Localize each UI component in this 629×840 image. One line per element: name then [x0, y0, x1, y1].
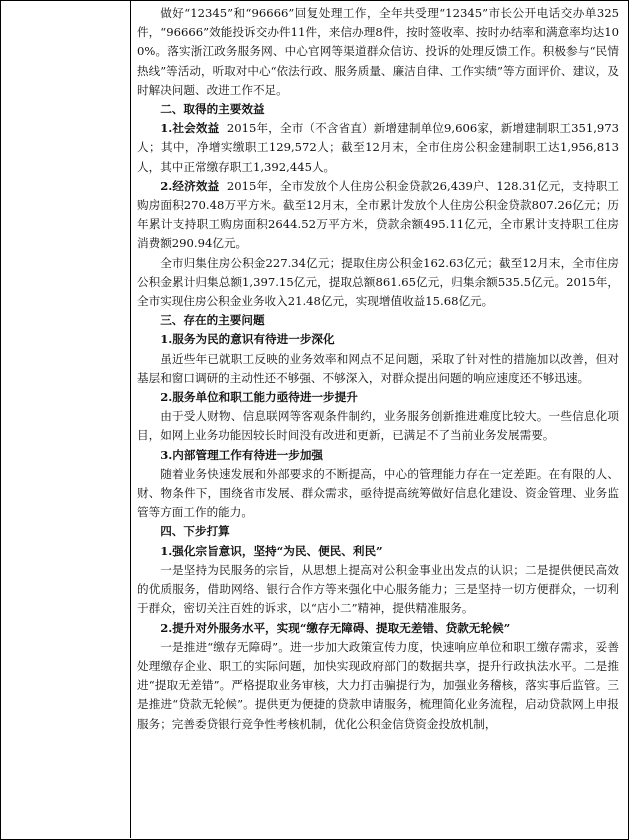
heading-problem-3: 3.内部管理工作有待进一步加强	[160, 447, 324, 462]
report-body	[137, 4, 619, 734]
heading-main-problems: 三、存在的主要问题	[160, 313, 265, 328]
heading-plan-1: 1.强化宗旨意识，坚持“为民、便民、利民”	[160, 543, 383, 558]
paragraph-social-benefit	[137, 119, 619, 177]
paragraph-problem-3: 随着业务快速发展和外部要求的不断提高，中心的管理能力存在一定差距。在有限的人、财、物条件下，围绕省市发展、群众需求，亟待提高统筹做好信息化建设、资金管理、业务监管等方面工作的能力。	[137, 466, 619, 520]
text-economic-benefit: 2015年，全市发放个人住房公积金贷款26,439户、128.31亿元，支持职工购房面积270.48万平方米。截至12月末，全市累计发放个人住房公积金贷款807.26亿元；历年累计支持职工购房面积2644.52万平方米，贷款余额495.11亿元，全市累计支持职工住房消费额290.94亿元。	[137, 178, 620, 251]
label-economic-benefit: 2.经济效益	[160, 178, 220, 193]
paragraph-plan-1: 一是坚持为民服务的宗旨，从思想上提高对公积金事业出发点的认识；二是提供便民高效的优质服务，借助网络、银行合作方等来强化中心服务能力；三是坚持一切方便群众，一切利于群众，密切关注百姓的诉求，以“店小二”精神，提供精准服务。	[137, 562, 619, 616]
paragraph-problem-2: 由于受人财物、信息联网等客观条件制约，业务服务创新推进难度比较大。一些信息化项目，如网上业务功能因较长时间没有改进和更新，已满足不了当前业务发展需要。	[137, 409, 619, 443]
label-social-benefit: 1.社会效益	[160, 121, 220, 136]
heading-main-benefits: 二、取得的主要效益	[160, 102, 265, 117]
heading-next-steps: 四、下步打算	[160, 524, 230, 539]
paragraph-problem-1: 虽近些年已就职工反映的业务效率和网点不足问题，采取了针对性的措施加以改善，但对基层和窗口调研的主动性还不够强、不够深入，对群众提出问题的响应速度还不够迅速。	[137, 351, 619, 385]
heading-plan-2: 2.提升对外服务水平，实现“缴存无障碍、提取无差错、贷款无轮候”	[160, 620, 511, 635]
paragraph-plan-2: 一是推进“缴存无障碍”。进一步加大政策宣传力度，快速响应单位和职工缴存需求，妥善处理缴存企业、职工的实际问题，加快实现政府部门的数据共享，提升行政执法水平。二是推进“提取无差错”。严格提取业务审核，大力打击骗提行为，加强业务稽核，落实事后监管。三是推进“贷款无轮候”。提供更为便捷的贷款申请服务，梳理简化业务流程，启动贷款网上申报服务；完善委贷银行竞争性考核机制，优化公积金信贷资金投放机制，	[137, 639, 619, 731]
heading-problem-2: 2.服务单位和职工能力亟待进一步提升	[160, 390, 358, 405]
table-column-divider	[130, 0, 131, 838]
paragraph-complaint-handling: 做好“12345”和“96666”回复处理工作，全年共受理“12345”市长公开电话交办单325件，“96666”效能投诉交办件11件，来信办理8件，按时签收率、按时办结率和满意率均达100%。落实浙江政务服务网、中心官网等渠道群众信访、投诉的处理反馈工作。积极参与“民情热线”等活动，听取对中心“依法行政、服务质量、廉洁自律、工作实绩”等方面评价、建议，及时解决问题、改进工作不足。	[137, 6, 619, 97]
heading-problem-1: 1.服务为民的意识有待进一步深化	[160, 332, 335, 347]
paragraph-fund-collection: 全市归集住房公积金227.34亿元；提取住房公积金162.63亿元；截至12月末，全市住房公积金累计归集总额1,397.15亿元，提取总额861.65亿元，归集余额535.5亿元。2015年，全市实现住房公积金业务收入21.48亿元，实现增值收益15.68亿元。	[137, 255, 619, 309]
text-social-benefit: 2015年，全市（不含省直）新增建制单位9,606家，新增建制职工351,973人；其中，净增实缴职工129,572人；截至12月末，全市住房公积金建制职工达1,956,813人，其中正常缴存职工1,392,445人。	[137, 121, 620, 174]
paragraph-economic-benefit	[137, 177, 619, 254]
